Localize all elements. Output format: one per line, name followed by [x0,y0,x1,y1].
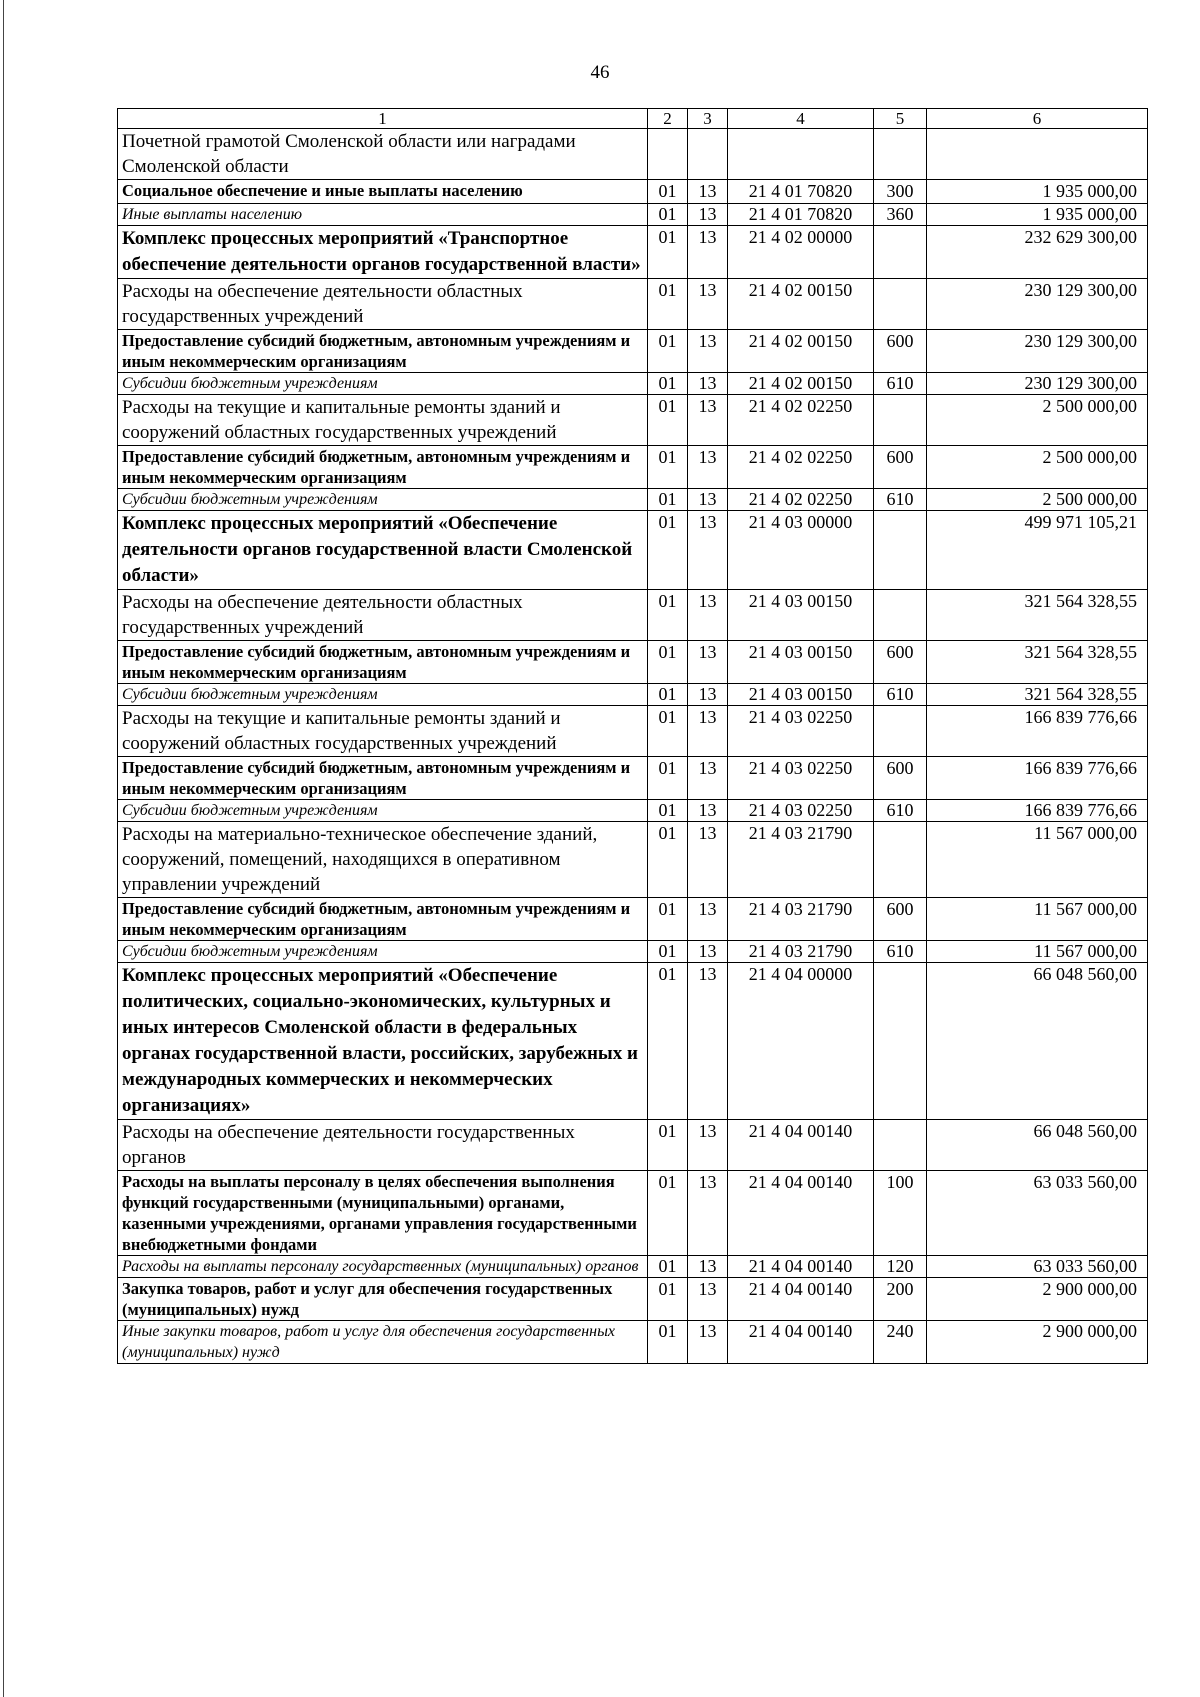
target-article-cell: 21 4 01 70820 [728,204,874,226]
amount-cell: 230 129 300,00 [927,279,1148,330]
column-header: 2 [648,109,688,129]
subsection-code-cell: 13 [688,180,728,204]
section-code-cell: 01 [648,822,688,898]
table-row [118,511,1148,590]
subsection-code-cell: 13 [688,204,728,226]
target-article-cell: 21 4 03 00150 [728,590,874,641]
table-row [118,1120,1148,1171]
column-header: 1 [118,109,648,129]
column-header: 4 [728,109,874,129]
subsection-code-cell: 13 [688,373,728,395]
section-code-cell: 01 [648,1256,688,1278]
table-header-row [118,109,1148,129]
target-article-cell: 21 4 02 02250 [728,446,874,489]
table-row [118,395,1148,446]
section-code-cell: 01 [648,641,688,684]
target-article-cell: 21 4 03 00150 [728,641,874,684]
row-name-cell: Субсидии бюджетным учреждениям [118,941,648,963]
subsection-code-cell: 13 [688,822,728,898]
row-name-cell: Комплекс процессных мероприятий «Обеспечение политических, социально-экономических, культурных и иных интересов Смоленской области в федеральных органах государственной власти, российских, зарубежных и международных коммерческих и некоммерческих организациях» [118,963,648,1120]
subsection-code-cell: 13 [688,684,728,706]
target-article-cell: 21 4 03 00150 [728,684,874,706]
binding-edge-line [3,0,4,1697]
subsection-code-cell: 13 [688,226,728,279]
target-article-cell: 21 4 03 00000 [728,511,874,590]
row-name-cell: Расходы на материально-техническое обеспечение зданий, сооружений, помещений, находящихся в оперативном управлении учреждений [118,822,648,898]
subsection-code-cell: 13 [688,1256,728,1278]
table-row [118,800,1148,822]
expense-type-cell: 610 [874,684,927,706]
section-code-cell: 01 [648,590,688,641]
expense-type-cell: 360 [874,204,927,226]
row-name-cell: Расходы на обеспечение деятельности государственных органов [118,1120,648,1171]
expense-type-cell [874,590,927,641]
section-code-cell [648,129,688,180]
target-article-cell: 21 4 01 70820 [728,180,874,204]
table-row [118,373,1148,395]
section-code-cell: 01 [648,511,688,590]
target-article-cell: 21 4 03 21790 [728,898,874,941]
subsection-code-cell: 13 [688,963,728,1120]
expense-type-cell [874,129,927,180]
section-code-cell: 01 [648,757,688,800]
section-code-cell: 01 [648,180,688,204]
row-name-cell: Предоставление субсидий бюджетным, автономным учреждениям и иным некоммерческим организациям [118,330,648,373]
table-row [118,1321,1148,1364]
table-row [118,706,1148,757]
table-row [118,1171,1148,1256]
amount-cell: 66 048 560,00 [927,1120,1148,1171]
subsection-code-cell: 13 [688,1278,728,1321]
row-name-cell: Закупка товаров, работ и услуг для обеспечения государственных (муниципальных) нужд [118,1278,648,1321]
amount-cell: 499 971 105,21 [927,511,1148,590]
row-name-cell: Предоставление субсидий бюджетным, автономным учреждениям и иным некоммерческим организациям [118,446,648,489]
target-article-cell: 21 4 03 02250 [728,706,874,757]
row-name-cell: Предоставление субсидий бюджетным, автономным учреждениям и иным некоммерческим организациям [118,898,648,941]
table-row [118,1278,1148,1321]
amount-cell: 166 839 776,66 [927,706,1148,757]
row-name-cell: Субсидии бюджетным учреждениям [118,373,648,395]
amount-cell: 2 500 000,00 [927,395,1148,446]
subsection-code-cell: 13 [688,489,728,511]
target-article-cell: 21 4 03 21790 [728,941,874,963]
row-name-cell: Иные выплаты населению [118,204,648,226]
table-row [118,684,1148,706]
subsection-code-cell: 13 [688,330,728,373]
table-row [118,129,1148,180]
amount-cell: 1 935 000,00 [927,204,1148,226]
table-row [118,226,1148,279]
section-code-cell: 01 [648,941,688,963]
expense-type-cell: 200 [874,1278,927,1321]
column-header: 6 [927,109,1148,129]
section-code-cell: 01 [648,1120,688,1171]
subsection-code-cell: 13 [688,1321,728,1364]
subsection-code-cell: 13 [688,590,728,641]
target-article-cell: 21 4 04 00140 [728,1120,874,1171]
expense-type-cell [874,279,927,330]
expense-type-cell: 610 [874,800,927,822]
amount-cell: 2 500 000,00 [927,446,1148,489]
expense-type-cell [874,226,927,279]
expense-type-cell: 120 [874,1256,927,1278]
section-code-cell: 01 [648,489,688,511]
target-article-cell: 21 4 02 02250 [728,489,874,511]
target-article-cell: 21 4 03 02250 [728,800,874,822]
amount-cell: 2 900 000,00 [927,1278,1148,1321]
row-name-cell: Иные закупки товаров, работ и услуг для обеспечения государственных (муниципальных) нужд [118,1321,648,1364]
target-article-cell: 21 4 04 00000 [728,963,874,1120]
subsection-code-cell: 13 [688,511,728,590]
section-code-cell: 01 [648,226,688,279]
expense-type-cell [874,822,927,898]
expense-type-cell [874,963,927,1120]
amount-cell: 11 567 000,00 [927,941,1148,963]
target-article-cell: 21 4 02 00000 [728,226,874,279]
section-code-cell: 01 [648,1278,688,1321]
section-code-cell: 01 [648,373,688,395]
amount-cell: 63 033 560,00 [927,1256,1148,1278]
target-article-cell: 21 4 02 02250 [728,395,874,446]
table-row [118,279,1148,330]
expense-type-cell [874,1120,927,1171]
expense-type-cell [874,706,927,757]
target-article-cell: 21 4 02 00150 [728,373,874,395]
row-name-cell: Социальное обеспечение и иные выплаты населению [118,180,648,204]
table-row [118,941,1148,963]
page-number: 46 [590,62,610,83]
expense-type-cell [874,511,927,590]
target-article-cell: 21 4 03 02250 [728,757,874,800]
subsection-code-cell: 13 [688,1171,728,1256]
row-name-cell: Расходы на выплаты персоналу государственных (муниципальных) органов [118,1256,648,1278]
amount-cell: 66 048 560,00 [927,963,1148,1120]
target-article-cell [728,129,874,180]
table-row [118,1256,1148,1278]
section-code-cell: 01 [648,204,688,226]
row-name-cell: Субсидии бюджетным учреждениям [118,489,648,511]
row-name-cell: Расходы на обеспечение деятельности областных государственных учреждений [118,279,648,330]
amount-cell [927,129,1148,180]
row-name-cell: Расходы на выплаты персоналу в целях обеспечения выполнения функций государственными (муниципальными) органами, казенными учреждениями, органами управления государственными внебюджетными фондами [118,1171,648,1256]
amount-cell: 2 500 000,00 [927,489,1148,511]
subsection-code-cell: 13 [688,1120,728,1171]
section-code-cell: 01 [648,1171,688,1256]
amount-cell: 230 129 300,00 [927,373,1148,395]
amount-cell: 11 567 000,00 [927,898,1148,941]
amount-cell: 321 564 328,55 [927,684,1148,706]
row-name-cell: Расходы на текущие и капитальные ремонты зданий и сооружений областных государственных учреждений [118,706,648,757]
table-row [118,489,1148,511]
section-code-cell: 01 [648,800,688,822]
table-body [118,129,1148,1364]
section-code-cell: 01 [648,963,688,1120]
subsection-code-cell: 13 [688,800,728,822]
section-code-cell: 01 [648,706,688,757]
amount-cell: 232 629 300,00 [927,226,1148,279]
table-row [118,204,1148,226]
row-name-cell: Расходы на текущие и капитальные ремонты зданий и сооружений областных государственных учреждений [118,395,648,446]
column-header: 5 [874,109,927,129]
subsection-code-cell: 13 [688,757,728,800]
amount-cell: 321 564 328,55 [927,641,1148,684]
table-row [118,446,1148,489]
expense-type-cell: 600 [874,757,927,800]
table-row [118,822,1148,898]
section-code-cell: 01 [648,330,688,373]
expense-type-cell: 610 [874,373,927,395]
section-code-cell: 01 [648,279,688,330]
target-article-cell: 21 4 03 21790 [728,822,874,898]
subsection-code-cell: 13 [688,941,728,963]
section-code-cell: 01 [648,1321,688,1364]
row-name-cell: Предоставление субсидий бюджетным, автономным учреждениям и иным некоммерческим организациям [118,641,648,684]
target-article-cell: 21 4 04 00140 [728,1321,874,1364]
section-code-cell: 01 [648,898,688,941]
expense-type-cell: 240 [874,1321,927,1364]
table-row [118,963,1148,1120]
amount-cell: 166 839 776,66 [927,800,1148,822]
expense-type-cell: 100 [874,1171,927,1256]
expense-type-cell: 610 [874,489,927,511]
amount-cell: 11 567 000,00 [927,822,1148,898]
amount-cell: 63 033 560,00 [927,1171,1148,1256]
expense-type-cell: 600 [874,446,927,489]
row-name-cell: Предоставление субсидий бюджетным, автономным учреждениям и иным некоммерческим организациям [118,757,648,800]
subsection-code-cell [688,129,728,180]
row-name-cell: Комплекс процессных мероприятий «Обеспечение деятельности органов государственной власти Смоленской области» [118,511,648,590]
table-row [118,330,1148,373]
expense-type-cell: 610 [874,941,927,963]
expense-type-cell: 300 [874,180,927,204]
table-row [118,641,1148,684]
expense-type-cell: 600 [874,330,927,373]
subsection-code-cell: 13 [688,395,728,446]
amount-cell: 2 900 000,00 [927,1321,1148,1364]
target-article-cell: 21 4 02 00150 [728,330,874,373]
table-row [118,590,1148,641]
target-article-cell: 21 4 04 00140 [728,1278,874,1321]
subsection-code-cell: 13 [688,641,728,684]
subsection-code-cell: 13 [688,898,728,941]
table-row [118,898,1148,941]
amount-cell: 1 935 000,00 [927,180,1148,204]
table-row [118,757,1148,800]
row-name-cell: Субсидии бюджетным учреждениям [118,684,648,706]
row-name-cell: Субсидии бюджетным учреждениям [118,800,648,822]
target-article-cell: 21 4 04 00140 [728,1256,874,1278]
section-code-cell: 01 [648,395,688,446]
target-article-cell: 21 4 04 00140 [728,1171,874,1256]
row-name-cell: Почетной грамотой Смоленской области или наградами Смоленской области [118,129,648,180]
row-name-cell: Расходы на обеспечение деятельности областных государственных учреждений [118,590,648,641]
amount-cell: 321 564 328,55 [927,590,1148,641]
subsection-code-cell: 13 [688,279,728,330]
expense-type-cell: 600 [874,641,927,684]
expense-type-cell [874,395,927,446]
section-code-cell: 01 [648,684,688,706]
amount-cell: 166 839 776,66 [927,757,1148,800]
expense-type-cell: 600 [874,898,927,941]
target-article-cell: 21 4 02 00150 [728,279,874,330]
amount-cell: 230 129 300,00 [927,330,1148,373]
subsection-code-cell: 13 [688,446,728,489]
column-header: 3 [688,109,728,129]
row-name-cell: Комплекс процессных мероприятий «Транспортное обеспечение деятельности органов государственной власти» [118,226,648,279]
table-row [118,180,1148,204]
section-code-cell: 01 [648,446,688,489]
budget-table [117,108,1148,1364]
subsection-code-cell: 13 [688,706,728,757]
